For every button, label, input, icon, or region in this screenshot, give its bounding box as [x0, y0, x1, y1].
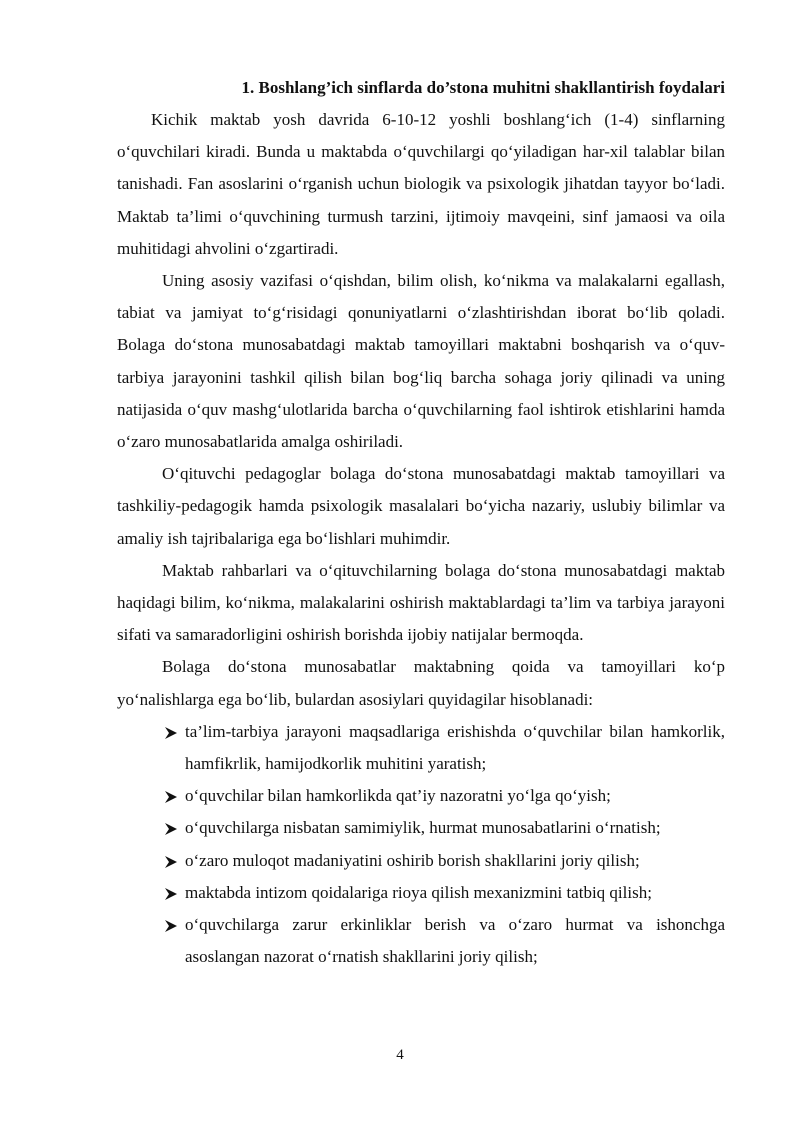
- paragraph: Kichik maktab yosh davrida 6-10-12 yoshli boshlang‘ich (1-4) sinflarning o‘quvchilari kiradi. Bunda u maktabda o‘quvchilargi qo‘yiladigan har-xil talablar bilan tanishadi. Fan asoslarini o‘rganish uchun biologik va psixologik jihatdan tayyor bo‘ladi. Maktab ta’limi o‘quvchining turmush tarzini, ijtimoiy mavqeini, sinf jamaosi va oila muhitidagi ahvolini o‘zgartiradi.: [117, 110, 725, 258]
- page-number: 4: [396, 1047, 404, 1063]
- list-item-text: ta’lim-tarbiya jarayoni maqsadlariga erishishda o‘quvchilar bilan hamkorlik, hamfikrlik, hamijodkorlik muhitini yaratish;: [185, 721, 725, 774]
- paragraph: Uning asosiy vazifasi o‘qishdan, bilim olish, ko‘nikma va malakalarni egallash, tabiat va jamiyat to‘g‘risidagi qonuniyatlarni o‘zlashtirishdan iborat bo‘lib qoladi. Bolaga do‘stona munosabatdagi maktab tamoyillari maktabni boshqarish va o‘quv-tarbiya jarayonini tashkil qilish bilan bog‘liq barcha sohaga joriy qilinadi va uning natijasida o‘quv mashg‘ulotlarida barcha o‘quvchilarning faol ishtirok etishlarini hamda o‘zaro munosabatlarida amalga oshiriladi.: [117, 271, 725, 452]
- paragraph: Bolaga do‘stona munosabatlar maktabning qoida va tamoyillari ko‘p yo‘nalishlarga ega bo‘lib, bulardan asosiylari quyidagilar hisoblanadi:: [117, 657, 725, 709]
- list-item-text: o‘quvchilarga nisbatan samimiylik, hurmat munosabatlarini o‘rnatish;: [185, 818, 661, 838]
- list-item-text: o‘quvchilar bilan hamkorlikda qat’iy nazoratni yo‘lga qo‘yish;: [185, 786, 611, 806]
- list-item: [117, 780, 725, 812]
- paragraph: Maktab rahbarlari va o‘qituvchilarning bolaga do‘stona munosabatdagi maktab haqidagi bilim, ko‘nikma, malakalarini oshirish maktablardagi ta’lim va tarbiya jarayoni sifati va samaradorligini oshirish borishda ijobiy natijalar bermoqda.: [117, 560, 725, 645]
- list-item: [117, 877, 725, 909]
- arrow-bullet-icon: [164, 780, 180, 812]
- section-heading: 1. Boshlang’ich sinflarda do’stona muhitni shakllantirish foydalari: [241, 78, 725, 97]
- arrow-bullet-icon: [164, 845, 180, 877]
- list-item: [117, 716, 725, 780]
- arrow-bullet-icon: [164, 812, 180, 844]
- paragraph: O‘qituvchi pedagoglar bolaga do‘stona munosabatdagi maktab tamoyillari va tashkiliy-pedagogik hamda psixologik masalalari bo‘yicha nazariy, uslubiy bilimlar va amaliy ish tajribalariga ega bo‘lishlari muhimdir.: [117, 464, 725, 548]
- list-item: [117, 845, 725, 877]
- list-item-text: o‘zaro muloqot madaniyatini oshirib borish shakllarini joriy qilish;: [185, 850, 640, 870]
- arrow-bullet-icon: [164, 716, 180, 748]
- arrow-bullet-icon: [164, 877, 180, 909]
- bullet-list: [117, 716, 725, 974]
- list-item-text: maktabda intizom qoidalariga rioya qilish mexanizmini tatbiq qilish;: [185, 882, 652, 902]
- list-item-text: o‘quvchilarga zarur erkinliklar berish va o‘zaro hurmat va ishonchga asoslangan nazorat o‘rnatish shakllarini joriy qilish;: [185, 915, 725, 967]
- arrow-bullet-icon: [164, 909, 180, 941]
- list-item: [117, 812, 725, 844]
- document-body: [117, 72, 725, 973]
- list-item: [117, 909, 725, 973]
